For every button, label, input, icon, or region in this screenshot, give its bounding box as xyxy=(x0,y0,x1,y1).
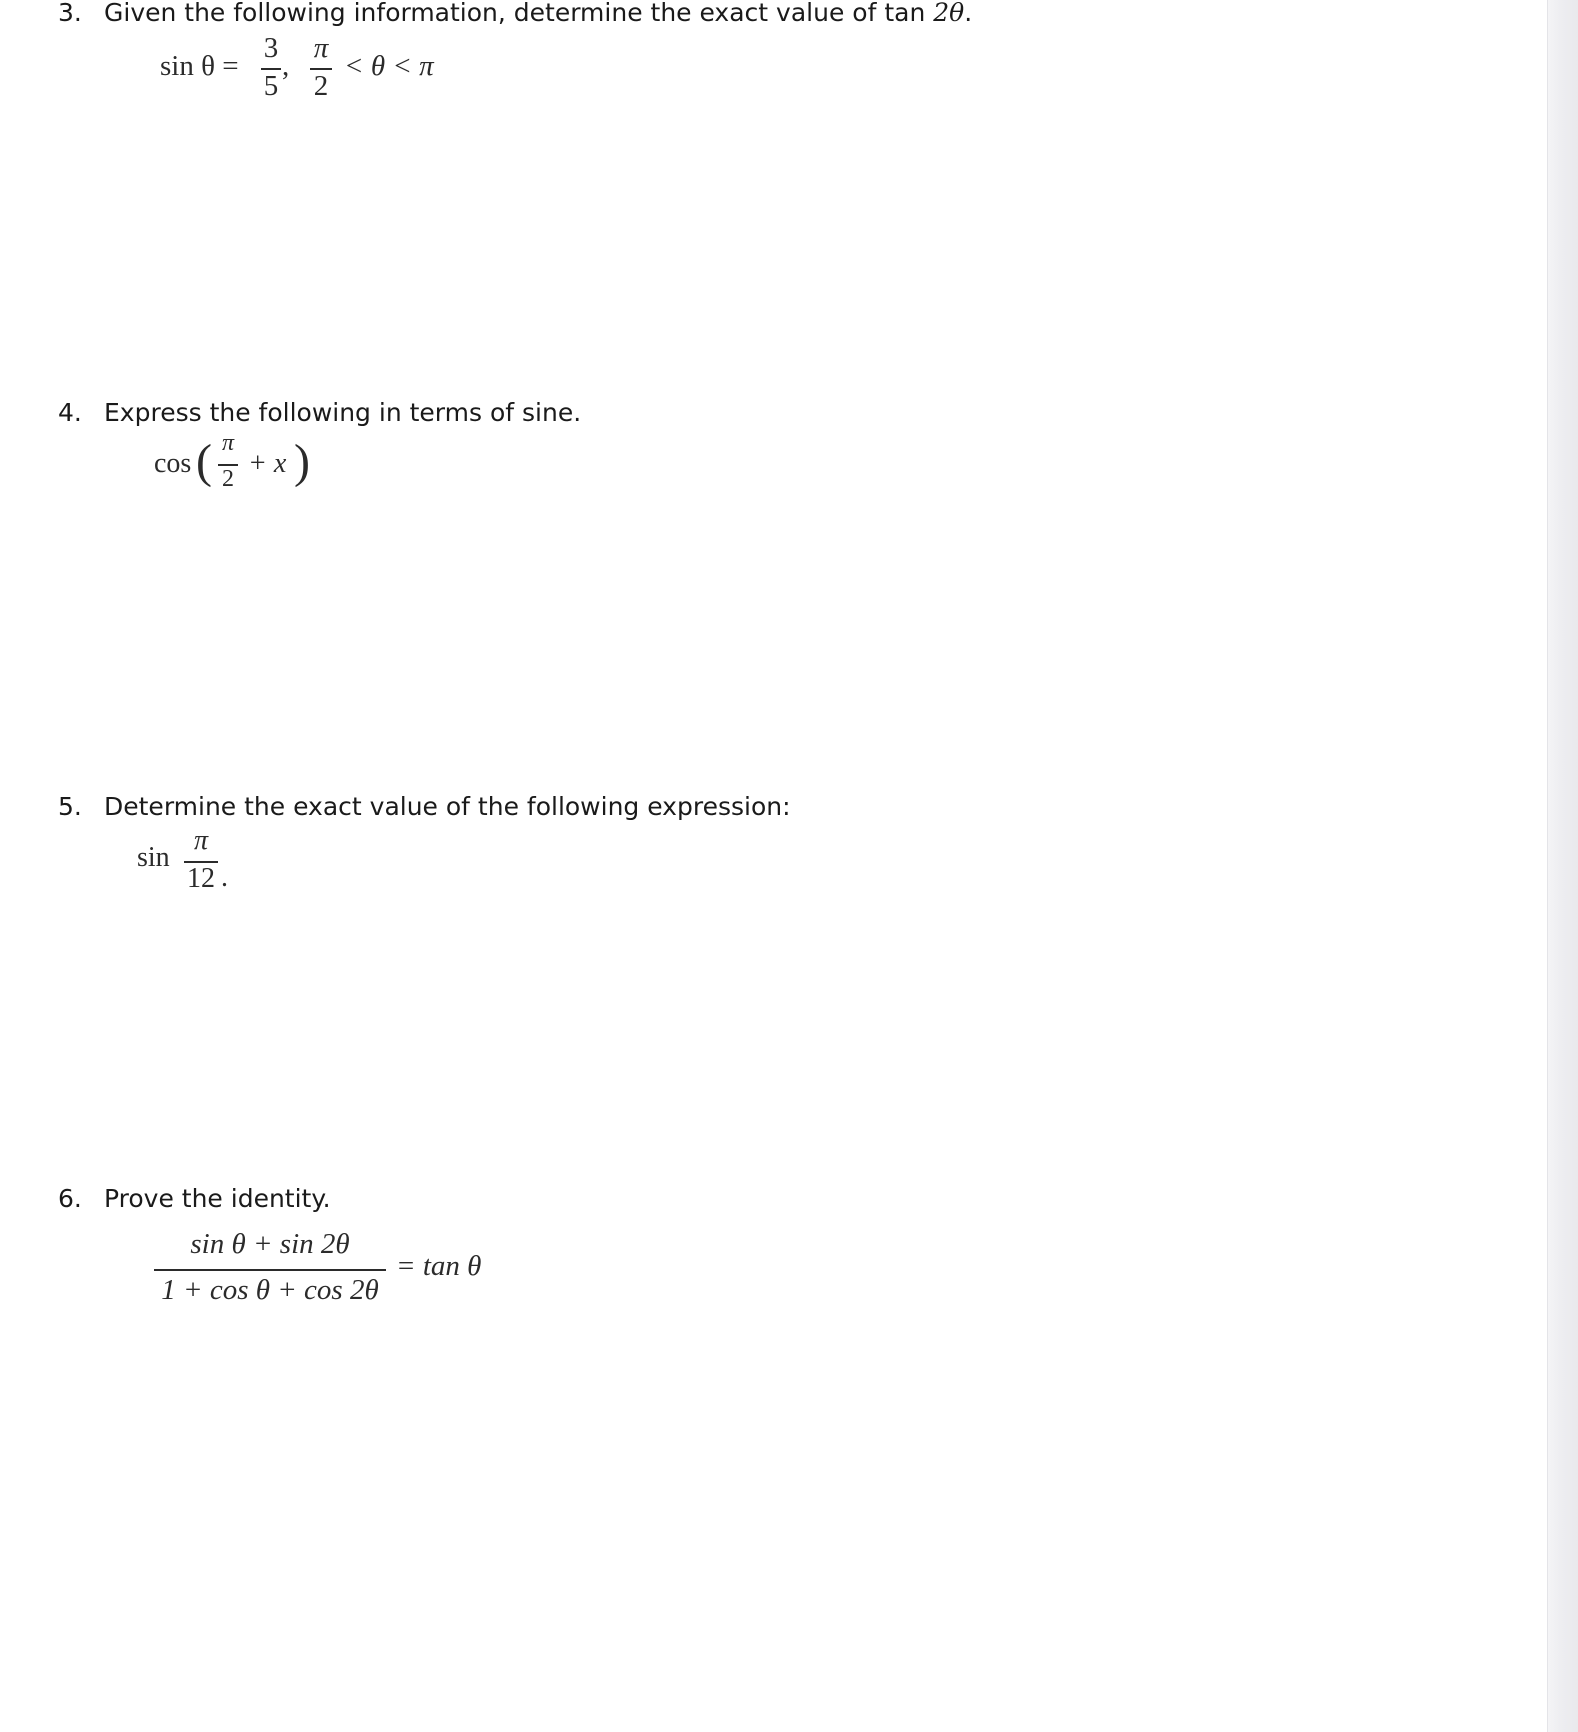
question-4 xyxy=(58,398,581,427)
question-3 xyxy=(58,0,972,27)
fraction-denominator: 2 xyxy=(313,70,329,102)
fraction-numerator: π xyxy=(313,32,329,64)
prompt-end: . xyxy=(964,0,973,27)
question-number: 4. xyxy=(58,398,82,427)
equation-q6 xyxy=(154,1226,514,1318)
fraction xyxy=(154,1226,386,1308)
equation-func: sin xyxy=(137,842,170,873)
fraction-numerator: sin θ + sin 2θ xyxy=(190,1228,350,1260)
prompt-math: 2θ xyxy=(933,0,965,27)
question-5 xyxy=(58,792,791,821)
fraction-denominator: 12 xyxy=(187,863,215,894)
equation-rhs: = tan θ xyxy=(396,1250,482,1282)
scrollbar-track[interactable] xyxy=(1547,0,1578,1732)
comma: , xyxy=(282,50,290,82)
question-number: 6. xyxy=(58,1184,82,1213)
fraction-denominator: 5 xyxy=(263,70,279,102)
equation-lhs: sin θ = xyxy=(160,50,239,82)
right-paren: ) xyxy=(294,435,310,488)
period: . xyxy=(221,862,228,893)
fraction-numerator: π xyxy=(193,825,209,856)
equation-func: cos xyxy=(154,448,192,479)
question-number: 3. xyxy=(58,0,82,27)
equation-q3 xyxy=(160,32,460,107)
left-paren: ( xyxy=(196,435,212,488)
fraction-numerator: 3 xyxy=(263,32,279,64)
equation-q5 xyxy=(137,826,257,898)
inequality: < θ < π xyxy=(344,50,434,82)
fraction xyxy=(309,32,333,102)
fraction-denominator: 1 + cos θ + cos 2θ xyxy=(161,1274,379,1306)
fraction xyxy=(260,32,282,102)
question-prompt: Given the following information, determine the exact value of tan xyxy=(104,0,934,27)
fraction xyxy=(183,826,219,894)
question-prompt: Prove the identity. xyxy=(104,1184,331,1213)
fraction-denominator: 2 xyxy=(222,466,234,492)
equation-q4 xyxy=(154,430,354,502)
question-prompt: Express the following in terms of sine. xyxy=(104,398,582,427)
equation-tail: + x xyxy=(248,448,287,479)
fraction-numerator: π xyxy=(221,430,235,456)
fraction xyxy=(216,430,240,492)
question-6 xyxy=(58,1184,331,1213)
question-number: 5. xyxy=(58,792,82,821)
question-prompt: Determine the exact value of the following expression: xyxy=(104,792,791,821)
